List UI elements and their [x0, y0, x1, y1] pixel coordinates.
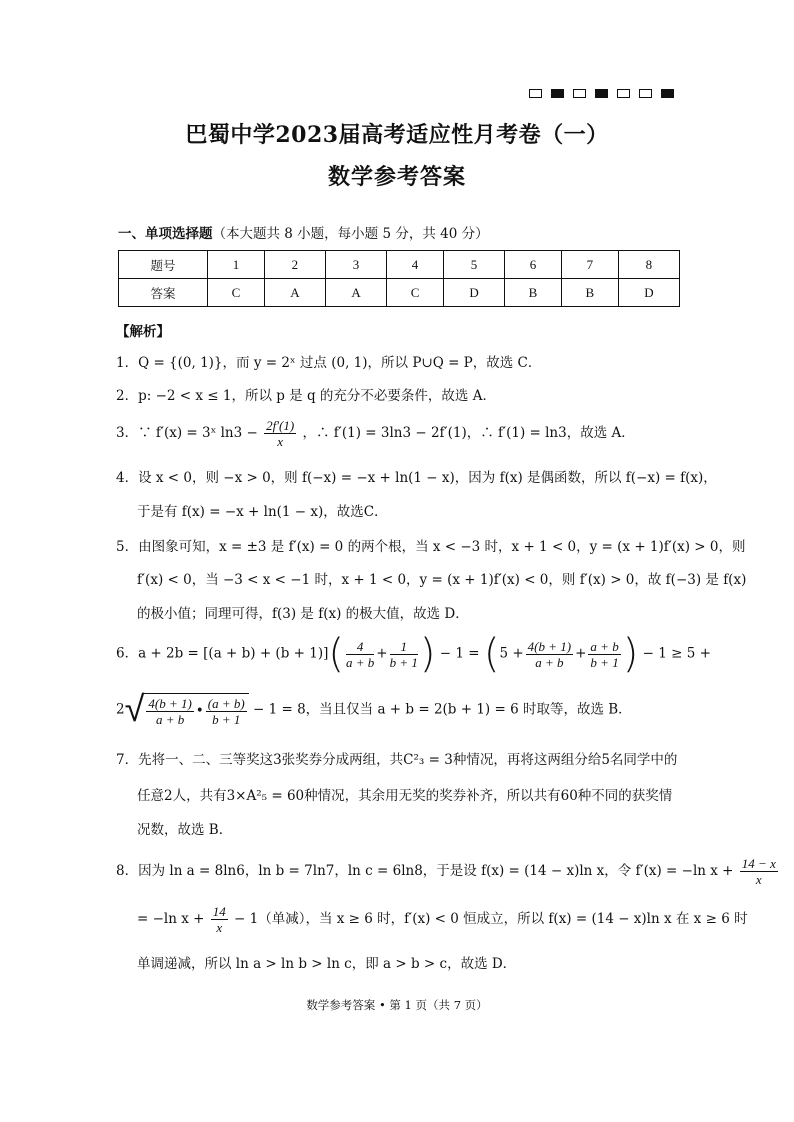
table-cell: 5 [443, 251, 504, 279]
fraction-numerator: 14 [212, 904, 226, 919]
solution-text: 8．因为 ln a = 8ln6，ln b = 7ln7，ln c = 6ln8，于是设 f(x) = (14 − x)ln x，令 f′(x) = −ln x + [116, 863, 734, 879]
table-cell: C [208, 279, 265, 307]
solution-line: 4．设 x < 0，则 −x > 0，则 f(−x) = −x + ln(1 − x)，因为 f(x) 是偶函数，所以 f(−x) = f(x)， [116, 470, 717, 486]
fraction-denominator: b + 1 [389, 654, 418, 670]
fraction-numerator: 1 [390, 639, 418, 655]
solution-line [116, 631, 711, 677]
fraction-denominator: x [216, 920, 223, 935]
solution-text: 6．a + 2b = [(a + b) + (b + 1)] [116, 645, 329, 662]
solution-line [116, 856, 780, 887]
table-row [119, 251, 680, 279]
fraction-numerator: 4 [346, 639, 374, 655]
coefficient: 2 [116, 701, 125, 718]
header-mark [573, 89, 586, 98]
table-cell: D [443, 279, 504, 307]
solution-line: 单调递减，所以 ln a > ln b > ln c，即 a > b > c，故选 D． [137, 956, 517, 972]
table-cell: D [618, 279, 679, 307]
analysis-label: 【解析】 [116, 324, 170, 340]
solution-line: 5．由图象可知，x = ±3 是 f′(x) = 0 的两个根，当 x < −3 时，x + 1 < 0，y = (x + 1)f′(x) > 0，则 [116, 539, 746, 555]
solution-text: − 1 ≥ 5 + [642, 645, 711, 662]
dot-sign: • [195, 703, 204, 719]
answer-table [118, 250, 680, 307]
fraction-denominator: a + b [535, 654, 564, 670]
fraction-numerator: 14 − x [741, 856, 776, 871]
section-note: （本大题共 8 小题，每小题 5 分，共 40 分） [212, 226, 489, 242]
sqrt-radicand [144, 693, 248, 727]
page-footer: 数学参考答案 • 第 1 页（共 7 页） [306, 998, 488, 1012]
fraction-denominator: b + 1 [590, 654, 619, 670]
fraction-denominator: x [277, 434, 284, 449]
solution-text: − 1 = 8，当且仅当 a + b = 2(b + 1) = 6 时取等，故选 B． [253, 701, 632, 718]
solution-text: − 1（单减），当 x ≥ 6 时，f′(x) < 0 恒成立，所以 f(x) = (14 − x)ln x 在 x ≥ 6 时 [234, 911, 748, 927]
fraction [346, 639, 374, 670]
fraction [146, 696, 193, 727]
header-mark [661, 89, 674, 98]
solution-text: 3．∵ f′(x) = 3ˣ ln3 − [116, 425, 258, 441]
page-title: 巴蜀中学2023届高考适应性月考卷（一） [185, 122, 609, 148]
solution-line: f′(x) < 0，当 −3 < x < −1 时，x + 1 < 0，y = (x + 1)f′(x) < 0，则 f′(x) > 0，故 f(−3) 是 f(x) [137, 572, 747, 588]
solution-line: 1．Q = {(0, 1)}，而 y = 2ˣ 过点 (0, 1)，所以 P∪Q = P，故选 C． [116, 355, 542, 371]
solution-text: = −ln x + [137, 911, 205, 927]
section-heading [118, 222, 489, 242]
table-cell: 7 [561, 251, 618, 279]
right-paren: ) [419, 631, 436, 677]
plus-sign: + [575, 645, 587, 662]
plus-sign: + [376, 645, 388, 662]
header-marks [529, 89, 674, 98]
fraction-numerator: a + b [590, 638, 619, 654]
table-cell: B [561, 279, 618, 307]
table-cell: 3 [325, 251, 386, 279]
sqrt-sign: √ [124, 689, 145, 730]
fraction-denominator: a + b [155, 712, 185, 727]
solution-line: 任意2人，共有3×A²₅ = 60种情况，其余用无奖的奖券补齐，所以共有60种不同的获奖情 [137, 788, 673, 804]
header-mark [595, 89, 608, 98]
fraction [526, 639, 573, 670]
header-mark [529, 89, 542, 98]
table-cell: A [264, 279, 325, 307]
solution-line: 于是有 f(x) = −x + ln(1 − x)，故选C． [137, 504, 388, 520]
table-cell: 1 [208, 251, 265, 279]
page-subtitle: 数学参考答案 [327, 164, 466, 190]
solution-line [116, 690, 632, 730]
table-cell: B [505, 279, 562, 307]
header-mark [551, 89, 564, 98]
solution-line [137, 904, 748, 935]
right-paren: ) [622, 631, 639, 677]
fraction-denominator: b + 1 [212, 712, 241, 727]
five-plus: 5 + [499, 645, 524, 662]
fraction-numerator: (a + b) [207, 696, 245, 711]
solution-line: 况数，故选 B． [137, 822, 233, 838]
table-row [119, 279, 680, 307]
solution-line: 2．p: −2 < x ≤ 1，所以 p 是 q 的充分不必要条件，故选 A． [116, 388, 496, 404]
table-header-cell: 答案 [119, 279, 208, 307]
header-mark [617, 89, 630, 98]
solution-line: 7．先将一、二、三等奖这3张奖券分成两组，共C²₃ = 3种情况，再将这两组分给5名同学中的 [116, 752, 678, 768]
table-cell: 8 [618, 251, 679, 279]
solution-text: − 1 = [439, 645, 480, 662]
solution-text: ，∴ f′(1) = 3ln3 − 2f′(1)，∴ f′(1) = ln3，故选 A． [302, 425, 635, 441]
left-paren: ( [483, 631, 500, 677]
table-cell: 6 [505, 251, 562, 279]
fraction-denominator: x [755, 872, 762, 887]
table-cell: A [325, 279, 386, 307]
table-cell: 4 [387, 251, 444, 279]
left-paren: ( [328, 631, 344, 677]
solution-line [116, 418, 635, 449]
fraction-numerator: 4(b + 1) [527, 638, 572, 654]
fraction [390, 639, 418, 670]
table-header-cell: 题号 [119, 251, 208, 279]
fraction [264, 418, 296, 449]
table-cell: C [387, 279, 444, 307]
header-mark [639, 89, 652, 98]
fraction-numerator: 4(b + 1) [148, 696, 192, 711]
fraction [588, 639, 620, 670]
fraction-numerator: 2f′(1) [266, 418, 295, 433]
fraction [206, 696, 247, 727]
fraction-denominator: a + b [345, 654, 375, 670]
solution-line: 的极小值；同理可得，f(3) 是 f(x) 的极大值，故选 D． [137, 606, 469, 622]
table-cell: 2 [264, 251, 325, 279]
section-label: 一、单项选择题 [118, 226, 213, 242]
fraction [211, 904, 228, 935]
fraction [740, 856, 778, 887]
